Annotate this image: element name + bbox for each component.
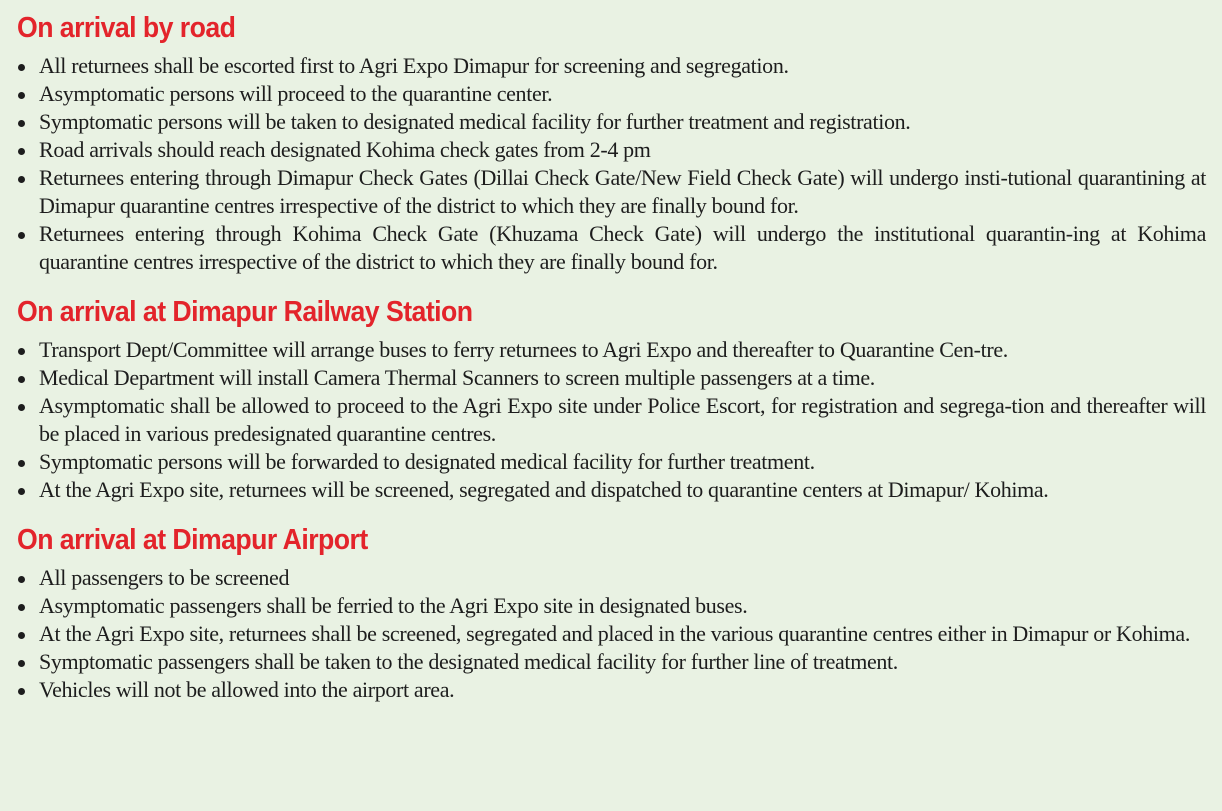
bullet-icon: [18, 632, 25, 639]
section-heading-railway: On arrival at Dimapur Railway Station: [17, 296, 473, 328]
list-item: [17, 564, 1206, 592]
list-item: [17, 392, 1206, 448]
list-item: [17, 164, 1206, 220]
list-item: [17, 108, 1206, 136]
list-item-text: Vehicles will not be allowed into the airport area.: [39, 677, 455, 702]
bullet-icon: [18, 404, 25, 411]
bullet-icon: [18, 92, 25, 99]
list-item: [17, 648, 1206, 676]
road-bullet-list: [17, 52, 1206, 276]
list-item: [17, 220, 1206, 276]
bullet-icon: [18, 488, 25, 495]
bullet-icon: [18, 176, 25, 183]
list-item: [17, 676, 1206, 704]
section-railway: [17, 294, 1206, 504]
list-item: [17, 136, 1206, 164]
railway-bullet-list: [17, 336, 1206, 504]
list-item-text: Transport Dept/Committee will arrange buses to ferry returnees to Agri Expo and thereafter to Quarantine Cen-tre.: [39, 337, 1008, 362]
list-item: [17, 448, 1206, 476]
bullet-icon: [18, 64, 25, 71]
list-item-text: Medical Department will install Camera Thermal Scanners to screen multiple passengers at a time.: [39, 365, 875, 390]
bullet-icon: [18, 376, 25, 383]
list-item: [17, 336, 1206, 364]
section-road: [17, 10, 1206, 276]
list-item-text: Symptomatic passengers shall be taken to the designated medical facility for further line of treatment.: [39, 649, 898, 674]
bullet-icon: [18, 148, 25, 155]
list-item: [17, 364, 1206, 392]
list-item-text: At the Agri Expo site, returnees will be screened, segregated and dispatched to quarantine centers at Dimapur/ Kohima.: [39, 477, 1049, 502]
bullet-icon: [18, 460, 25, 467]
list-item-text: All passengers to be screened: [39, 565, 290, 590]
bullet-icon: [18, 604, 25, 611]
list-item: [17, 476, 1206, 504]
list-item-text: Asymptomatic persons will proceed to the quarantine center.: [39, 81, 553, 106]
section-airport: [17, 522, 1206, 704]
bullet-icon: [18, 232, 25, 239]
list-item: [17, 52, 1206, 80]
section-heading-airport: On arrival at Dimapur Airport: [17, 524, 368, 556]
list-item: [17, 80, 1206, 108]
list-item-text: Returnees entering through Kohima Check Gate (Khuzama Check Gate) will undergo the institutional quarantin-ing at Kohima quarantine centres irrespective of the district to which they are finally bound for.: [39, 221, 1206, 274]
section-heading-road: On arrival by road: [17, 12, 236, 44]
list-item-text: Asymptomatic shall be allowed to proceed to the Agri Expo site under Police Escort, for registration and segrega-tion and thereafter will be placed in various predesignated quarantine centres.: [39, 393, 1206, 446]
bullet-icon: [18, 120, 25, 127]
airport-bullet-list: [17, 564, 1206, 704]
list-item-text: At the Agri Expo site, returnees shall be screened, segregated and placed in the various quarantine centres either in Dimapur or Kohima.: [39, 621, 1190, 646]
bullet-icon: [18, 688, 25, 695]
bullet-icon: [18, 576, 25, 583]
list-item-text: Returnees entering through Dimapur Check Gates (Dillai Check Gate/New Field Check Gate) will undergo insti-tutional quarantining at Dimapur quarantine centres irrespective of the district to which they are finally bound for.: [39, 165, 1206, 218]
bullet-icon: [18, 348, 25, 355]
list-item-text: All returnees shall be escorted first to Agri Expo Dimapur for screening and segregation.: [39, 53, 789, 78]
list-item: [17, 592, 1206, 620]
list-item-text: Symptomatic persons will be taken to designated medical facility for further treatment and registration.: [39, 109, 911, 134]
bullet-icon: [18, 660, 25, 667]
list-item-text: Road arrivals should reach designated Kohima check gates from 2-4 pm: [39, 137, 651, 162]
list-item-text: Asymptomatic passengers shall be ferried to the Agri Expo site in designated buses.: [39, 593, 748, 618]
list-item: [17, 620, 1206, 648]
list-item-text: Symptomatic persons will be forwarded to designated medical facility for further treatment.: [39, 449, 815, 474]
